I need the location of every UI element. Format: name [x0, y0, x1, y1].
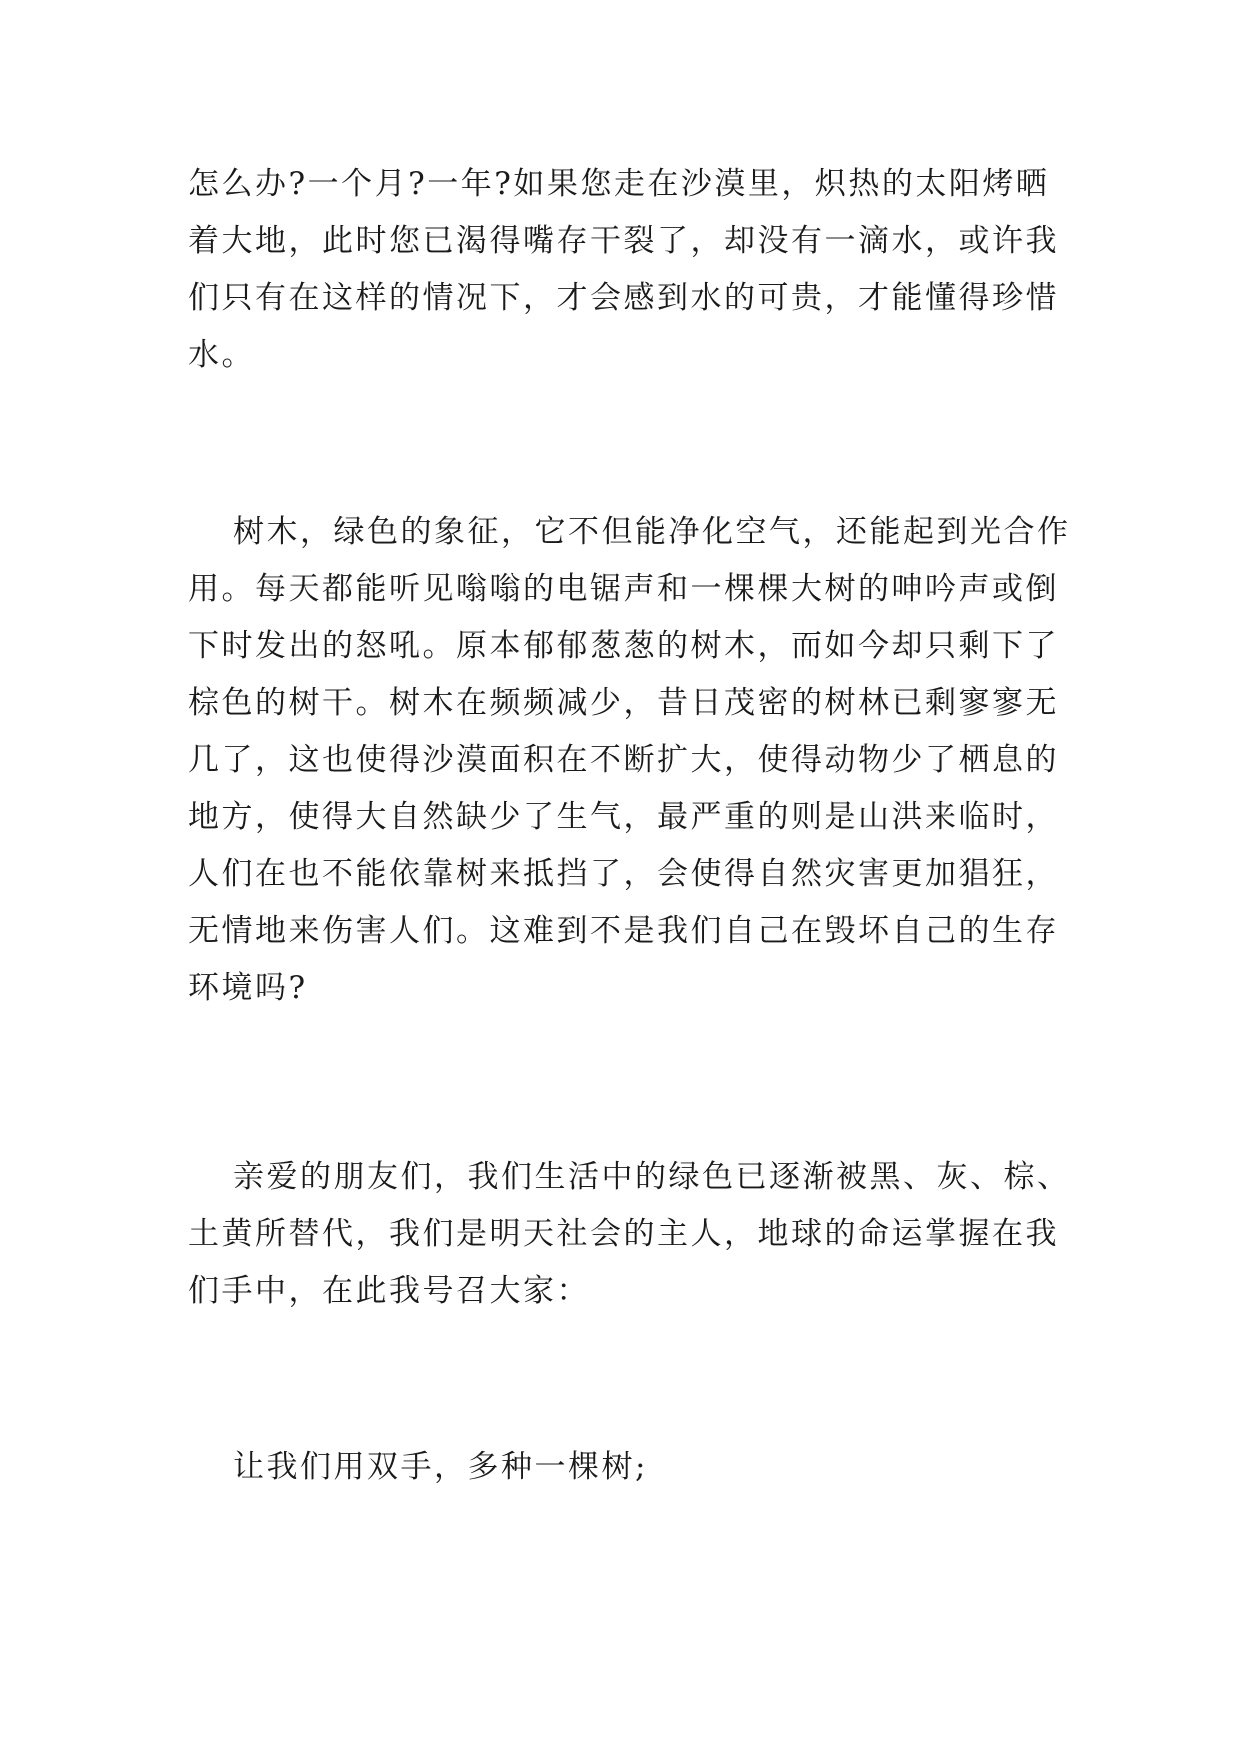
paragraph-line: 下时发出的怒吼。原本郁郁葱葱的树木，而如今却只剩下了	[188, 628, 1059, 664]
paragraph-line: 几了，这也使得沙漠面积在不断扩大，使得动物少了栖息的	[188, 742, 1059, 778]
paragraph-line: 们手中，在此我号召大家：	[188, 1273, 590, 1309]
paragraph-line: 亲爱的朋友们，我们生活中的绿色已逐渐被黑、灰、棕、	[233, 1159, 1071, 1195]
paragraph-line: 无情地来伤害人们。这难到不是我们自己在毁坏自己的生存	[188, 913, 1059, 949]
paragraph-line: 环境吗?	[188, 970, 308, 1006]
paragraph-trees	[188, 504, 1071, 1017]
paragraph-line: 们只有在这样的情况下，才会感到水的可贵，才能懂得珍惜	[188, 280, 1059, 316]
paragraph-line: 怎么办?一个月?一年?如果您走在沙漠里，炽热的太阳烤晒	[188, 166, 1050, 202]
paragraph-line: 土黄所替代，我们是明天社会的主人，地球的命运掌握在我	[188, 1216, 1059, 1252]
paragraph-line: 着大地，此时您已渴得嘴存干裂了，却没有一滴水，或许我	[188, 223, 1059, 259]
paragraph-line: 水。	[188, 337, 255, 373]
paragraph-line: 棕色的树干。树木在频频减少，昔日茂密的树林已剩寥寥无	[188, 685, 1059, 721]
paragraph-plant-tree	[188, 1439, 1068, 1496]
paragraph-line: 用。每天都能听见嗡嗡的电锯声和一棵棵大树的呻吟声或倒	[188, 571, 1059, 607]
paragraph-line: 让我们用双手，多种一棵树;	[233, 1449, 648, 1485]
paragraph-line: 树木，绿色的象征，它不但能净化空气，还能起到光合作	[233, 514, 1071, 550]
paragraph-line: 地方，使得大自然缺少了生气，最严重的则是山洪来临时，	[188, 799, 1059, 835]
paragraph-appeal	[188, 1149, 1071, 1320]
paragraph-line: 人们在也不能依靠树来抵挡了，会使得自然灾害更加猖狂，	[188, 856, 1059, 892]
paragraph-water	[188, 156, 1068, 384]
